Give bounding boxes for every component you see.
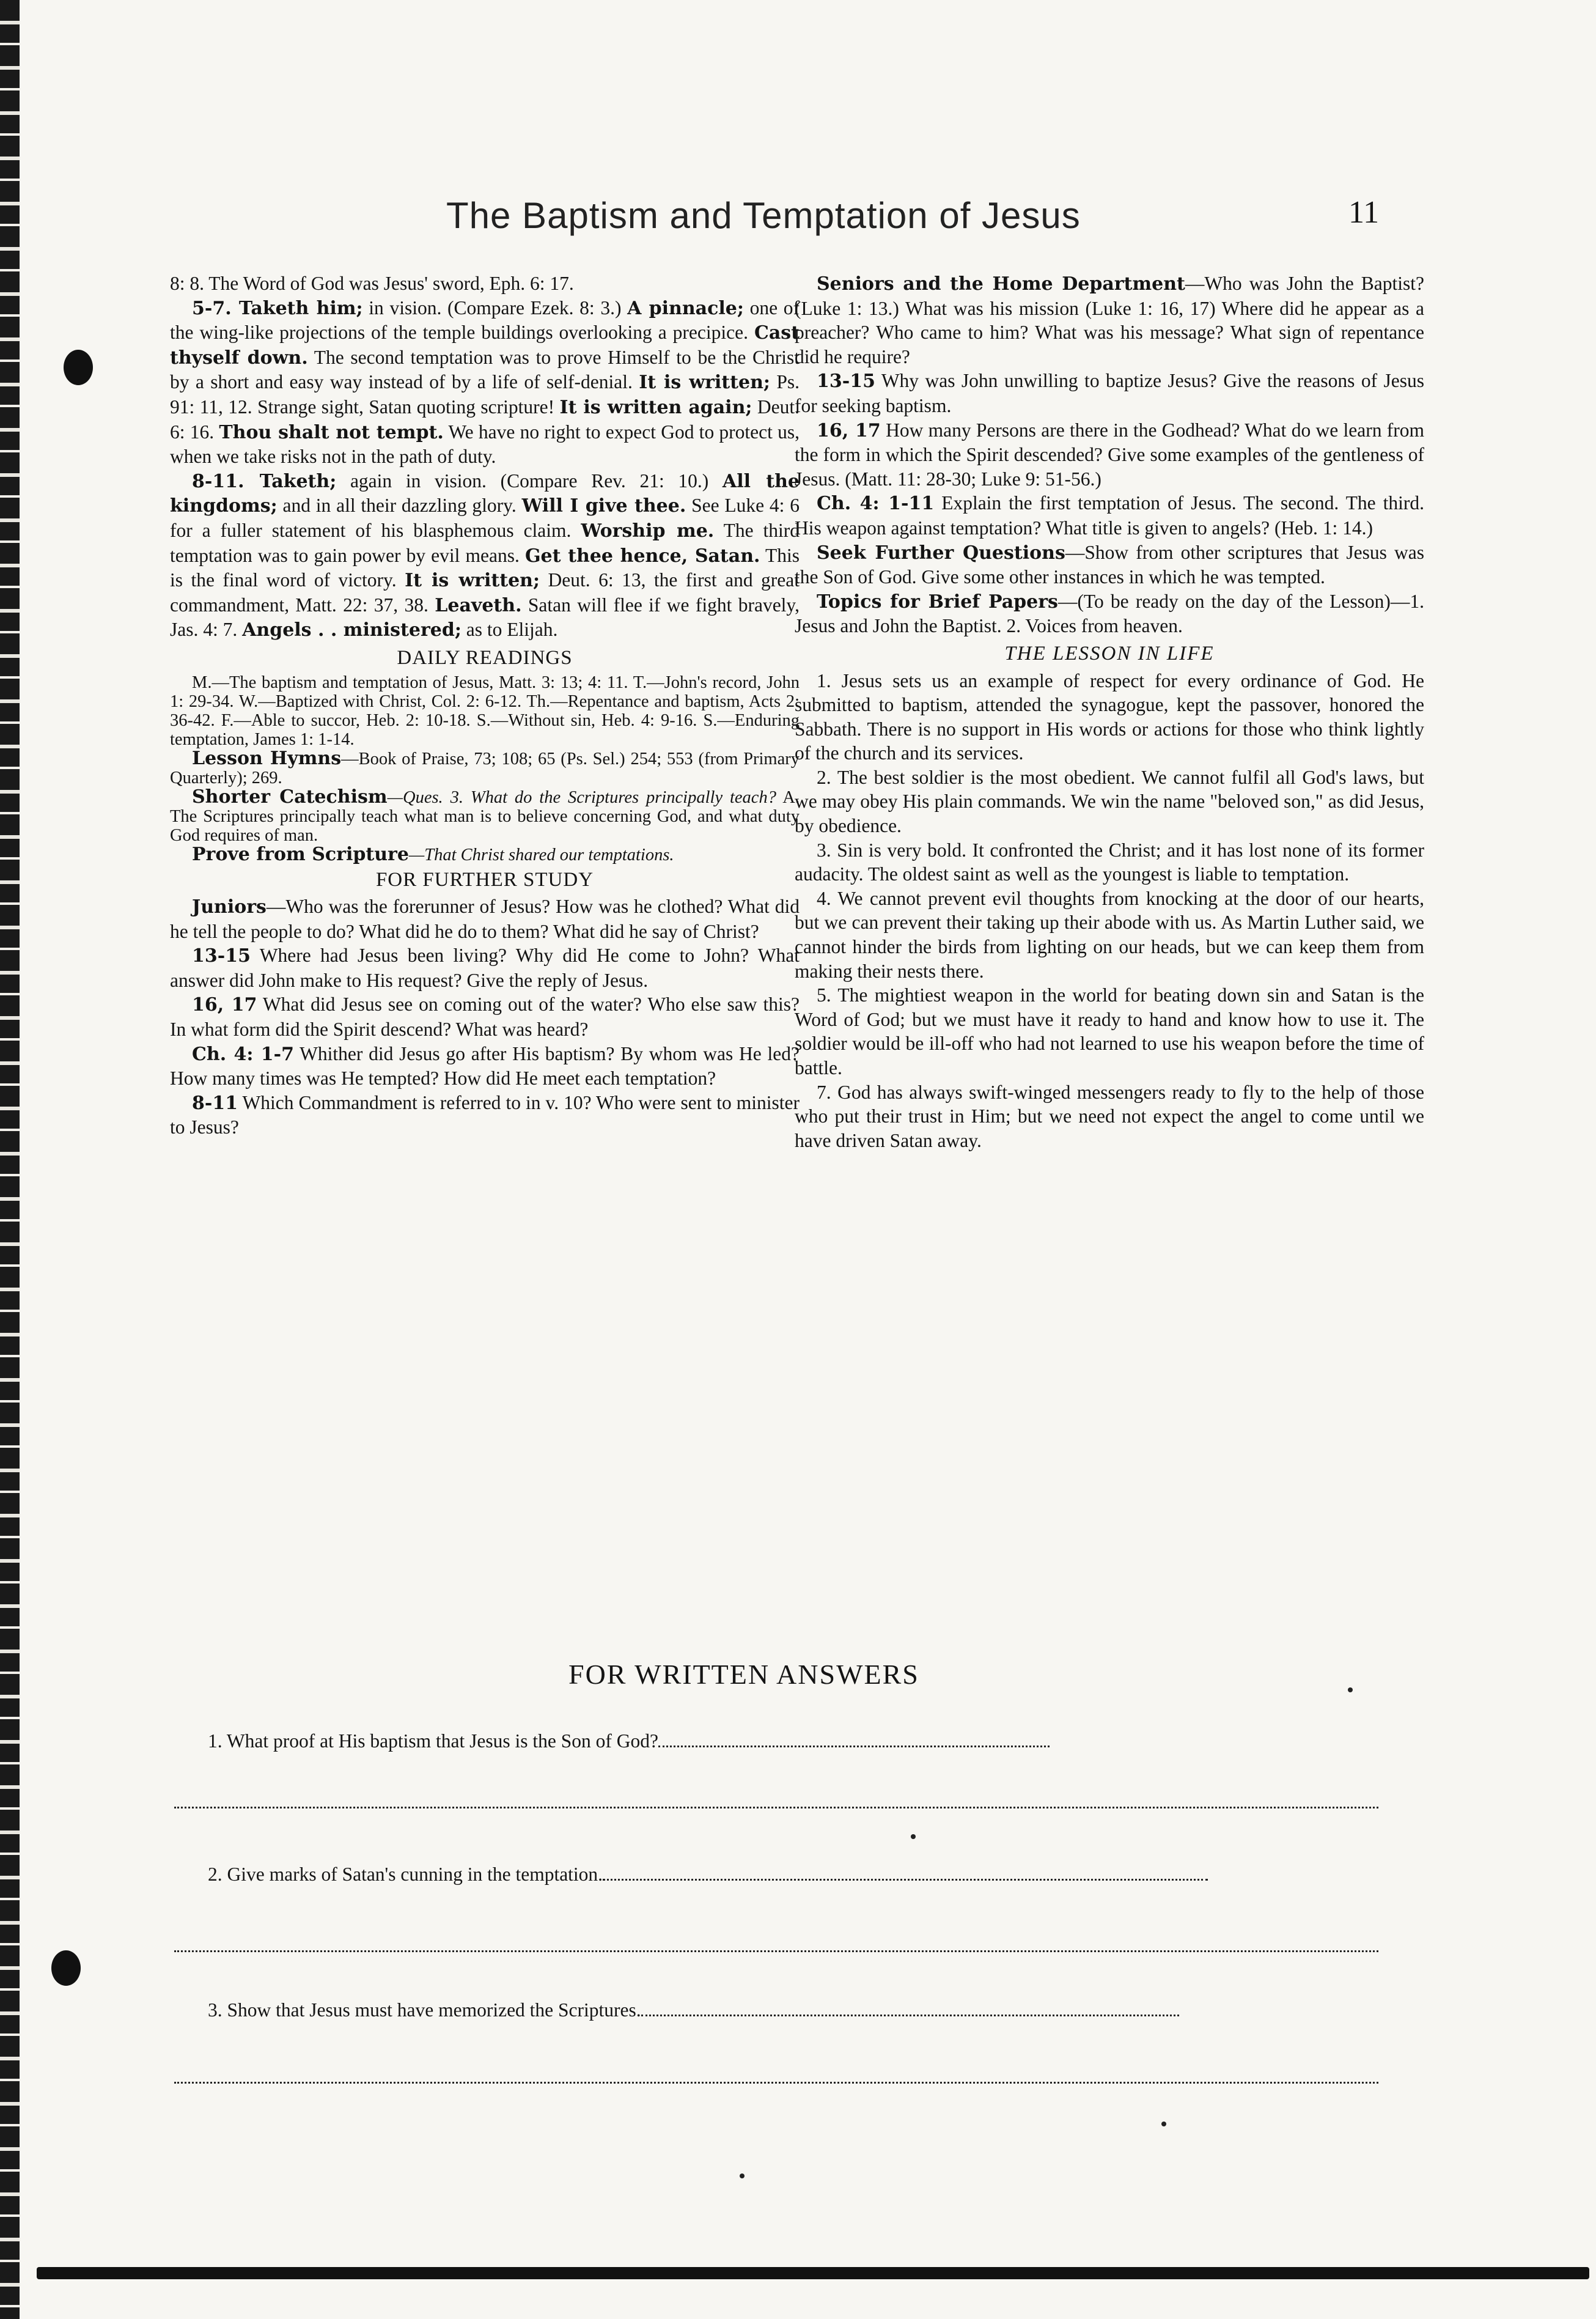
written-question: 1. What proof at His baptism that Jesus is the Son of God? — [208, 1730, 1050, 1752]
punch-hole — [51, 1950, 81, 1986]
lesson-point: 7. God has always swift-winged messengers ready to fly to the help of those who put their trust in Him; but we need not expect the angel to come until we have driven Satan away. — [795, 1081, 1424, 1151]
study-question: 13-15 Where had Jesus been living? Why did He come to John? What answer did John make to His request? Give the reply of Jesus. — [170, 945, 800, 991]
juniors-questions: Juniors—Who was the forerunner of Jesus? How was he clothed? What did he tell the people to do? What did he do to them? What did he say of Christ? — [170, 896, 800, 942]
lesson-point: 3. Sin is very bold. It confronted the Christ; and it has lost none of its former audacity. The oldest saint as well as the youngest is liable to temptation. — [795, 839, 1424, 885]
right-column — [795, 271, 1424, 1152]
seniors-questions: Seniors and the Home Department—Who was John the Baptist? (Luke 1: 13.) What was his mission (Luke 1: 16, 17) Where did he appear as a preacher? Who came to him? What was his message? What sign of repentance did he require? — [795, 273, 1424, 367]
page-number: 11 — [1348, 195, 1380, 230]
written-question: 2. Give marks of Satan's cunning in the temptation. — [208, 1864, 1208, 1886]
written-answers-heading: FOR WRITTEN ANSWERS — [568, 1659, 919, 1690]
shorter-catechism: Shorter Catechism—Ques. 3. What do the Scriptures principally teach? A. The Scriptures principally teach what man is to believe concerning God, and what duty God requires of man. — [170, 786, 800, 845]
commentary-paragraph: 5-7. Taketh him; in vision. (Compare Ezek. 8: 3.) A pinnacle; one of the wing-like projections of the temple buildings overlooking a precipice. Cast thyself down. The second temptation was to prove Himself to be the Christ by a short and easy way instead of by a life of self-denial. It is written; Ps. 91: 11, 12. Strange sight, Satan quoting scripture! It is written again; Deut. 6: 16. Thou shalt not tempt. We have no right to expect God to protect us, when we take risks not in the path of duty. — [170, 297, 800, 468]
answer-line[interactable] — [603, 1879, 1208, 1881]
left-column — [170, 271, 800, 1140]
seek-further-questions: Seek Further Questions—Show from other scriptures that Jesus was the Son of God. Give some other instances in which he was tempted. — [795, 541, 1424, 588]
daily-readings-text: M.—The baptism and temptation of Jesus, Matt. 3: 13; 4: 11. T.—John's record, John 1: 29-34. W.—Baptized with Christ, Col. 2: 6-12. Th.—Repentance and baptism, Acts 2: 36-42. F.—Able to succor, Heb. 2: 10-18. S.—Without sin, Heb. 4: 9-16. S.—Enduring temptation, James 1: 1-14. — [170, 673, 800, 749]
running-head: The Baptism and Temptation of Jesus — [446, 195, 1081, 236]
answer-line[interactable] — [174, 1950, 1378, 1952]
commentary-paragraph: 8-11. Taketh; again in vision. (Compare Rev. 21: 10.) All the kingdoms; and in all their dazzling glory. Will I give thee. See Luke 4: 6 for a fuller statement of his blasphemous claim. Worship me. The third temptation was to gain power by evil means. Get thee hence, Satan. This is the final word of victory. It is written; Deut. 6: 13, the first and great commandment, Matt. 22: 37, 38. Leaveth. Satan will flee if we fight bravely, Jas. 4: 7. Angels . . ministered; as to Elijah. — [170, 470, 800, 641]
lesson-point: 2. The best soldier is the most obedient. We cannot fulfil all God's laws, but we may obey His plain commands. We win the name "beloved son," as did Jesus, by obedience. — [795, 766, 1424, 837]
study-question: 13-15 Why was John unwilling to baptize Jesus? Give the reasons of Jesus for seeking baptism. — [795, 370, 1424, 416]
paragraph: 8: 8. The Word of God was Jesus' sword, Eph. 6: 17. — [170, 273, 574, 294]
answer-line[interactable] — [658, 1746, 1050, 1747]
ink-speck — [1161, 2122, 1166, 2126]
lesson-point: 5. The mightiest weapon in the world for beating down sin and Satan is the Word of God; but we must have it ready to hand and know how to use it. The soldier would be ill-off who had not learned to use his weapon before the time of battle. — [795, 984, 1424, 1078]
lesson-hymns: Lesson Hymns—Book of Praise, 73; 108; 65 (Ps. Sel.) 254; 553 (from Primary Quarterly); 269. — [170, 747, 800, 787]
punch-hole — [64, 350, 93, 385]
prove-from-scripture: Prove from Scripture—That Christ shared our temptations. — [192, 843, 674, 865]
answer-line[interactable] — [641, 2015, 1179, 2016]
ink-speck — [911, 1834, 916, 1839]
study-question: 16, 17 How many Persons are there in the Godhead? What do we learn from the form in which the Spirit descended? Give some examples of the gentleness of Jesus. (Matt. 11: 28-30; Luke 9: 51-56.) — [795, 419, 1424, 490]
study-question: Ch. 4: 1-11 Explain the first temptation of Jesus. The second. The third. His weapon against temptation? What title is given to angels? (Heb. 1: 14.) — [795, 492, 1424, 539]
answer-line[interactable] — [174, 2082, 1378, 2084]
daily-readings-heading: DAILY READINGS — [397, 646, 573, 669]
lesson-in-life-heading: THE LESSON IN LIFE — [1004, 642, 1215, 665]
further-study-heading: FOR FURTHER STUDY — [375, 868, 594, 891]
written-question: 3. Show that Jesus must have memorized the Scriptures. — [208, 1999, 1179, 2021]
lesson-point: 1. Jesus sets us an example of respect for every ordinance of God. He submitted to baptism, attended the synagogue, kept the passover, honored the Sabbath. There is no support in His words or actions for those who think lightly of the church and its services. — [795, 669, 1424, 764]
binding-edge — [0, 0, 20, 2319]
topics-for-brief-papers: Topics for Brief Papers—(To be ready on the day of the Lesson)—1. Jesus and John the Baptist. 2. Voices from heaven. — [795, 590, 1424, 637]
study-question: Ch. 4: 1-7 Whither did Jesus go after His baptism? By whom was He led? How many times was He tempted? How did He meet each temptation? — [170, 1042, 800, 1089]
answer-line[interactable] — [174, 1807, 1378, 1808]
ink-speck — [740, 2173, 745, 2178]
bottom-rule — [37, 2267, 1589, 2279]
study-question: 16, 17 What did Jesus see on coming out of the water? Who else saw this? In what form did the Spirit descend? What was heard? — [170, 994, 800, 1041]
study-question: 8-11 Which Commandment is referred to in v. 10? Who were sent to minister to Jesus? — [170, 1091, 800, 1138]
ink-speck — [1348, 1687, 1353, 1692]
lesson-point: 4. We cannot prevent evil thoughts from knocking at the door of our hearts, but we can prevent their taking up their abode with us. As Martin Luther said, we cannot hinder the birds from lighting on our heads, but we can keep them from making their nests there. — [795, 887, 1424, 982]
